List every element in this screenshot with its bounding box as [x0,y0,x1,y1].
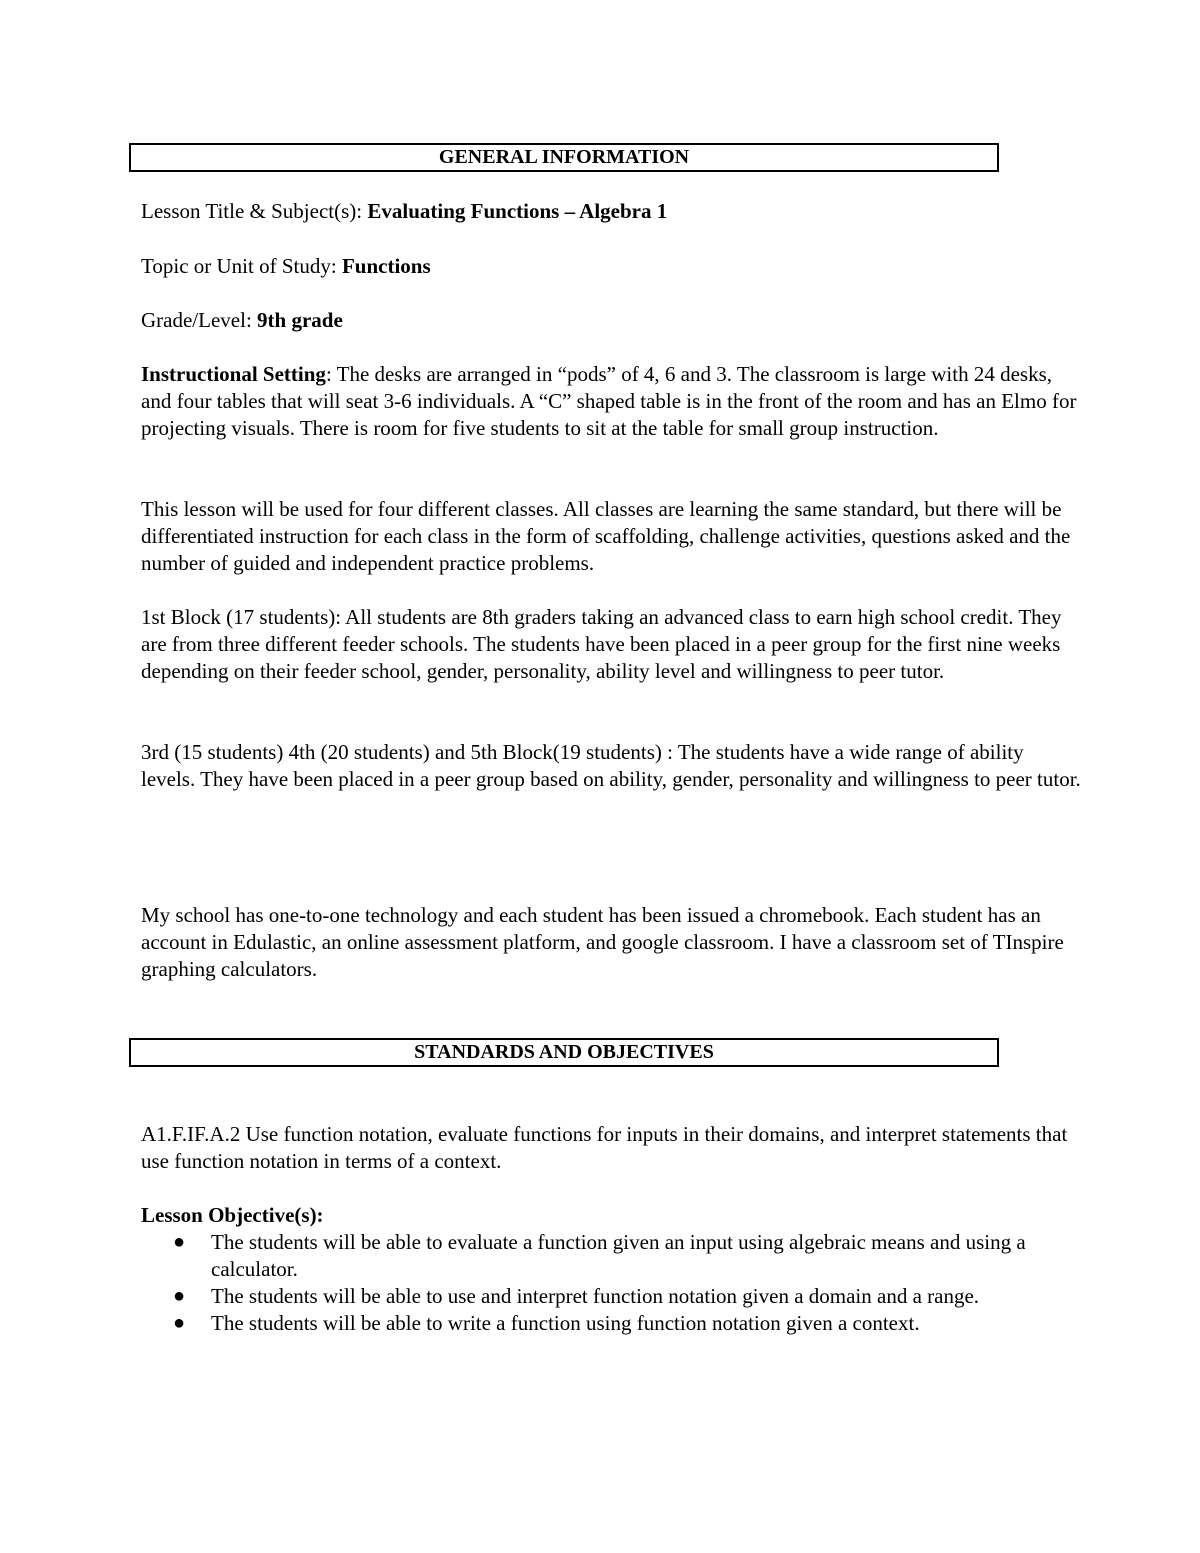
technology-paragraph: My school has one-to-one technology and each student has been issued a chromebook. Each student has an account in Edulastic, an online assessment platform, and google classroom. I have a classroom set of TInspire graphing calculators. [141,903,1064,981]
topic-label: Topic or Unit of Study: [141,254,342,278]
standard-paragraph: A1.F.IF.A.2 Use function notation, evaluate functions for inputs in their domains, and interpret statements that use function notation in terms of a context. [141,1122,1068,1173]
instructional-setting-label: Instructional Setting [141,362,326,386]
general-information-heading: GENERAL INFORMATION [129,143,999,172]
other-blocks-paragraph: 3rd (15 students) 4th (20 students) and 5th Block(19 students) : The students have a wide range of ability levels. They have been placed in a peer group based on ability, gender, personality and willingness to peer tutor. [141,740,1081,791]
lesson-use-paragraph: This lesson will be used for four different classes. All classes are learning the same standard, but there will be differentiated instruction for each class in the form of scaffolding, challenge activities, questions asked and the number of guided and independent practice problems. [141,497,1071,575]
grade-value: 9th grade [257,308,343,332]
topic-value: Functions [341,254,431,278]
lesson-title-label: Lesson Title & Subject(s): [141,199,368,223]
standards-objectives-heading: STANDARDS AND OBJECTIVES [129,1038,999,1067]
grade-label: Grade/Level: [141,308,258,332]
list-item [141,1283,1081,1310]
objective-text: The students will be able to write a function using function notation given a context. [211,1311,920,1335]
grade-line [141,307,1081,334]
instructional-setting-text: : The desks are arranged in “pods” of 4, 6 and 3. The classroom is large with 24 desks, and four tables that will seat 3-6 individuals. A “C” shaped table is in the front of the room and has an Elmo for projecting visuals. There is room for five students to sit at the table for small group instruction. [141,362,1077,440]
list-item [141,1310,1081,1337]
objective-text: The students will be able to use and interpret function notation given a domain and a range. [211,1284,980,1308]
first-block-paragraph: 1st Block (17 students): All students are 8th graders taking an advanced class to earn high school credit. They are from three different feeder schools. The students have been placed in a peer group for the first nine weeks depending on their feeder school, gender, personality, ability level and willingness to peer tutor. [141,605,1062,683]
lesson-title-value: Evaluating Functions – Algebra 1 [367,199,668,223]
bullet-icon: ● [173,1285,186,1307]
objective-text: The students will be able to evaluate a function given an input using algebraic means and using a calculator. [211,1230,1026,1281]
bullet-icon: ● [173,1231,186,1253]
topic-line [141,253,1081,280]
lesson-objectives-heading: Lesson Objective(s): [141,1203,324,1227]
lesson-objectives-list [141,1229,1081,1337]
list-item [141,1229,1081,1283]
lesson-title-line [141,198,1081,225]
instructional-setting-paragraph [141,361,1081,442]
bullet-icon: ● [173,1312,186,1334]
